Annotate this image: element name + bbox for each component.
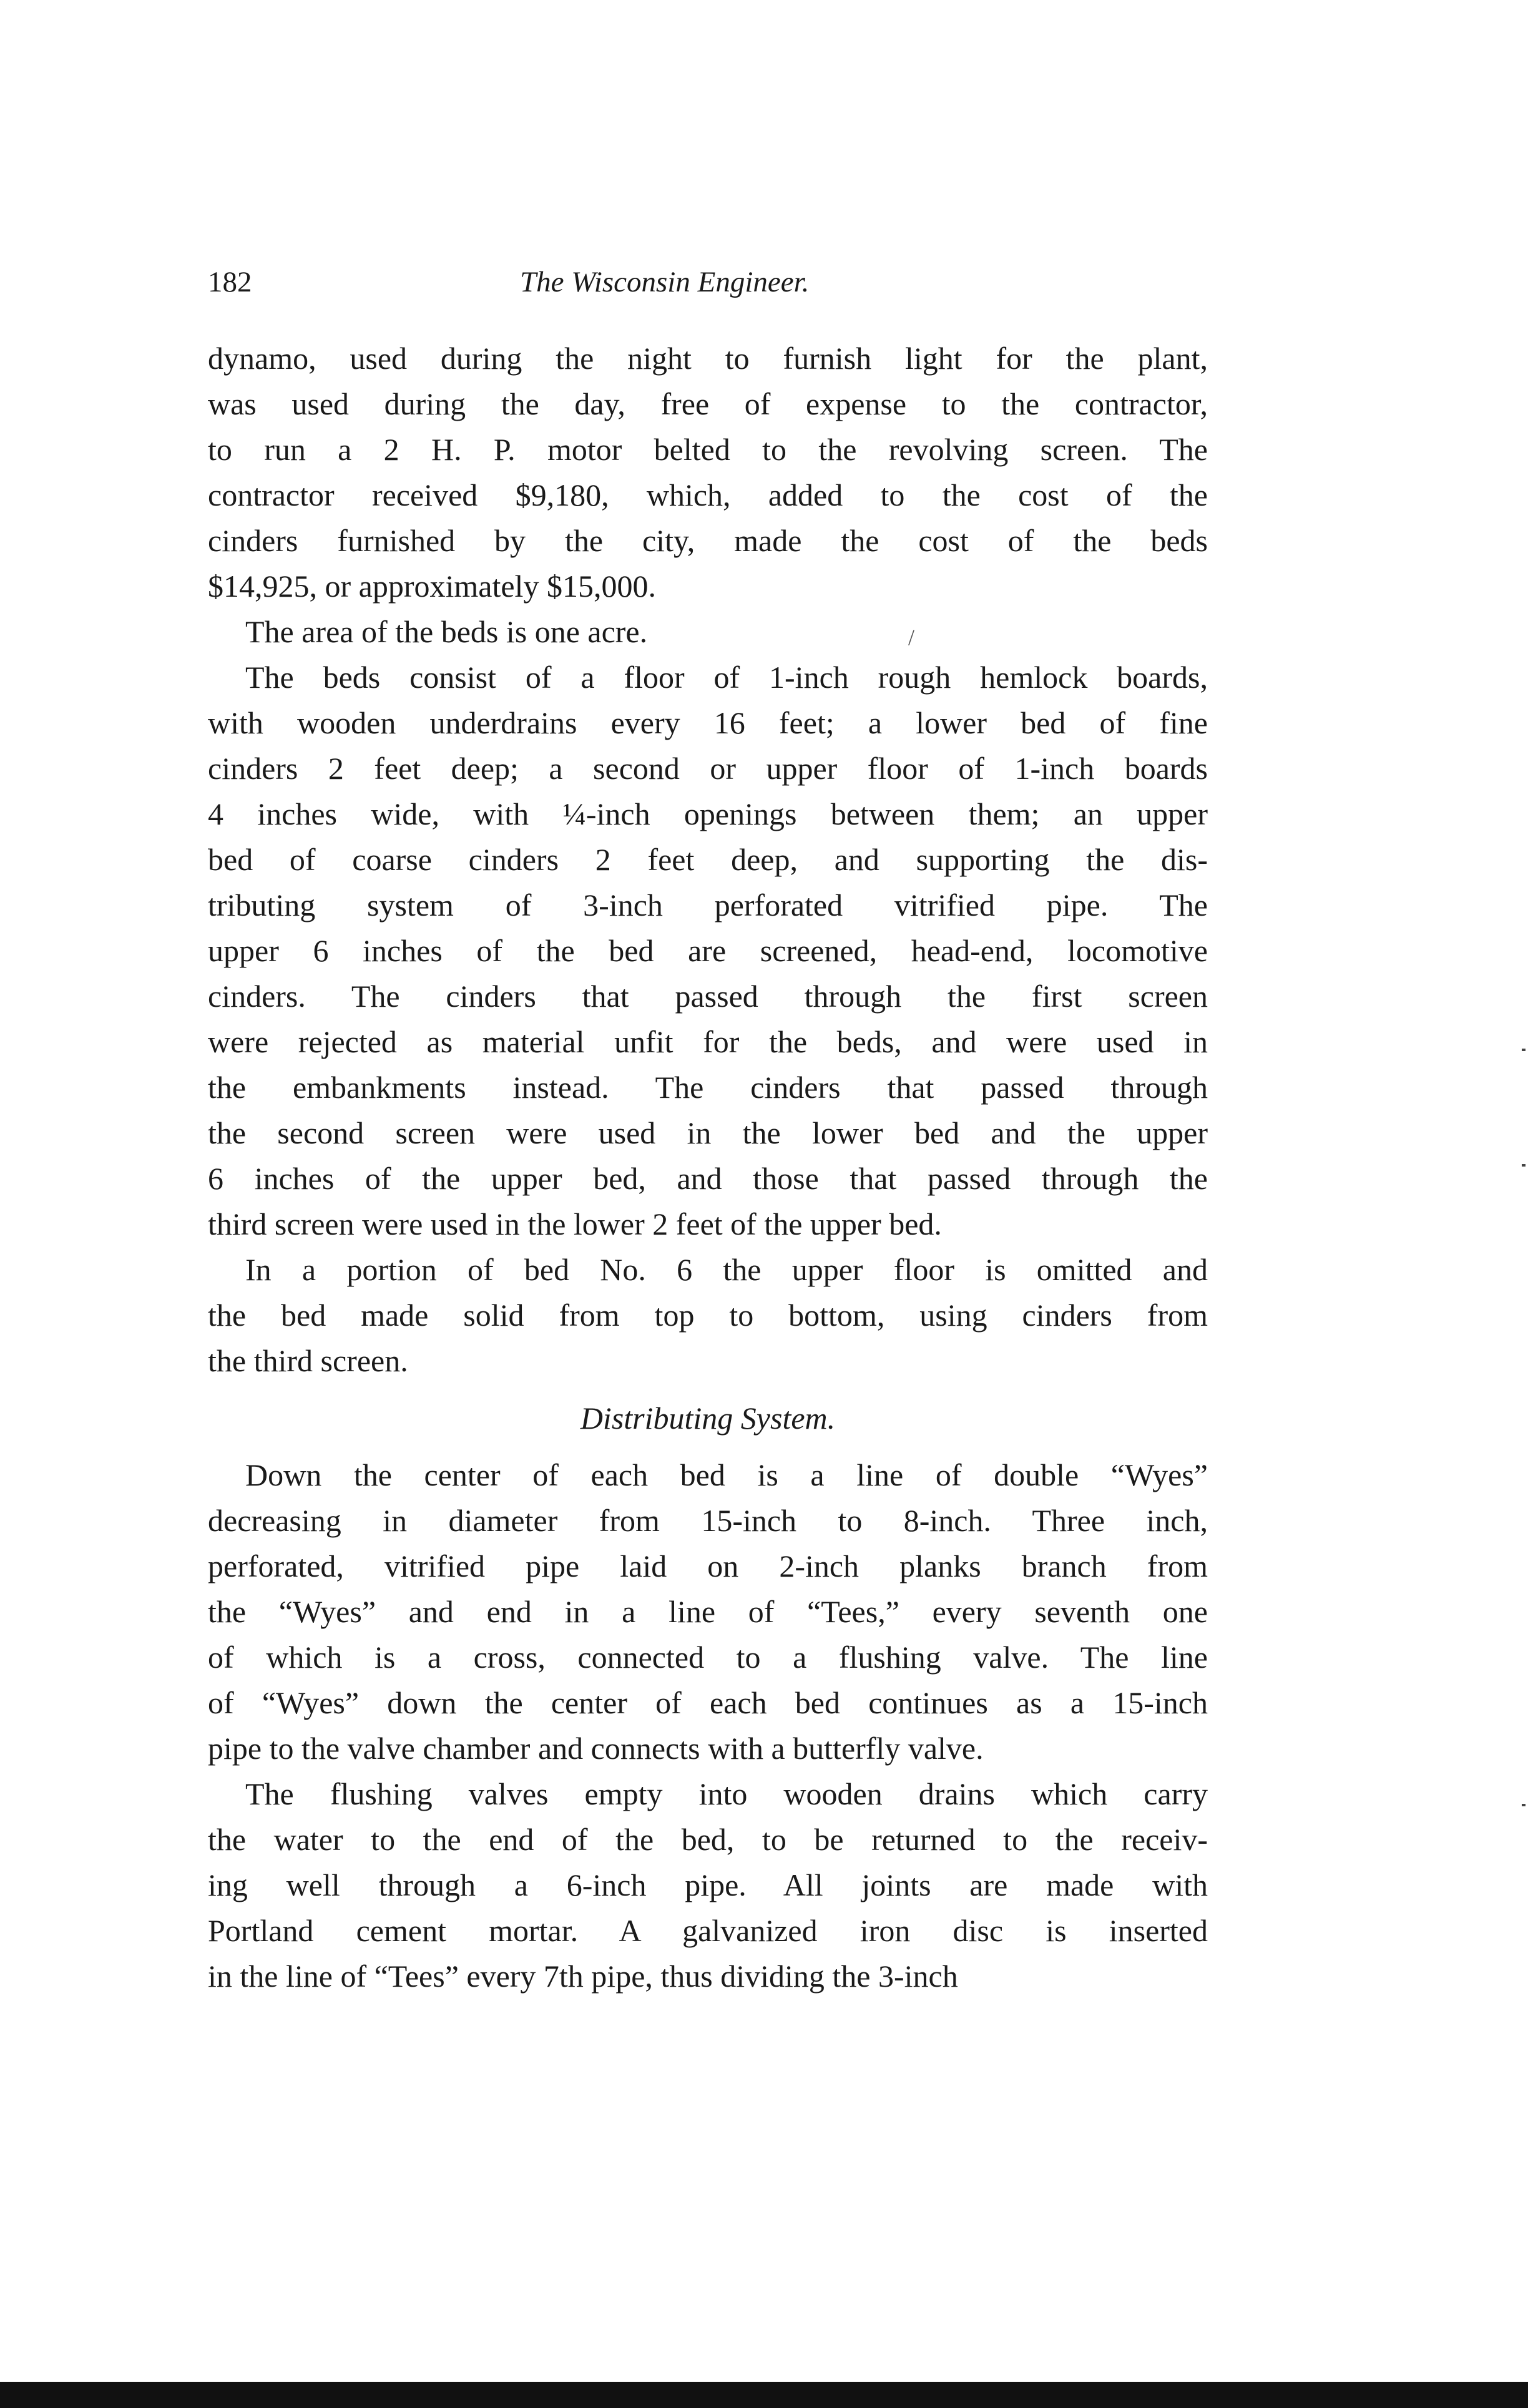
text-line: bed of coarse cinders 2 feet deep, and supporting the dis- [208,842,1208,877]
text-line: Portland cement mortar. A galvanized iron disc is inserted [208,1913,1208,1948]
edge-mark [1522,1164,1526,1167]
text-line: the “Wyes” and end in a line of “Tees,” every seventh one [208,1594,1208,1629]
text-line: were rejected as material unfit for the beds, and were used in [208,1024,1208,1059]
scan-edge-bar [0,2382,1528,2408]
text-line: perforated, vitrified pipe laid on 2-inch planks branch from [208,1549,1208,1583]
edge-mark [1522,1049,1526,1051]
text-line: tributing system of 3-inch perforated vitrified pipe. The [208,888,1208,923]
text-line: with wooden underdrains every 16 feet; a lower bed of fine [208,705,1208,740]
text-line: the third screen. [208,1343,408,1378]
text-line: The beds consist of a floor of 1-inch rough hemlock boards, [245,660,1208,695]
text-line: of “Wyes” down the center of each bed continues as a 15-inch [208,1685,1208,1720]
text-line: the second screen were used in the lower bed and the upper [208,1115,1208,1150]
text-line: The flushing valves empty into wooden drains which carry [245,1776,1208,1811]
text-line: decreasing in diameter from 15-inch to 8-inch. Three inch, [208,1503,1208,1538]
section-heading: Distributing System. [580,1401,836,1436]
text-line: to run a 2 H. P. motor belted to the revolving screen. The [208,432,1208,467]
text-line: third screen were used in the lower 2 feet of the upper bed. [208,1206,942,1241]
text-line: was used during the day, free of expense to the contractor, [208,386,1208,421]
text-line: contractor received $9,180, which, added to the cost of the [208,477,1208,512]
text-line: cinders. The cinders that passed through the first screen [208,979,1208,1014]
text-line: dynamo, used during the night to furnish light for the plant, [208,341,1208,376]
text-line: cinders furnished by the city, made the cost of the beds [208,523,1208,558]
text-line: In a portion of bed No. 6 the upper floor is omitted and [245,1252,1208,1287]
body-text [208,336,1208,1999]
running-header [208,265,1207,309]
stray-pencil-mark: / [908,625,915,650]
text-line: 4 inches wide, with ¼-inch openings between them; an upper [208,796,1208,831]
text-line: cinders 2 feet deep; a second or upper floor of 1-inch boards [208,751,1208,786]
text-line: of which is a cross, connected to a flushing valve. The line [208,1640,1208,1675]
text-line: upper 6 inches of the bed are screened, head-end, locomotive [208,933,1208,968]
page-number: 182 [208,266,252,298]
text-line: the embankments instead. The cinders that passed through [208,1070,1208,1105]
text-line: The area of the beds is one acre. [245,614,648,649]
text-line: the bed made solid from top to bottom, using cinders from [208,1298,1208,1333]
text-line: 6 inches of the upper bed, and those that passed through the [208,1161,1208,1196]
text-line: the water to the end of the bed, to be returned to the receiv- [208,1822,1208,1857]
text-line: Down the center of each bed is a line of double “Wyes” [245,1457,1208,1492]
text-line: in the line of “Tees” every 7th pipe, thus dividing the 3-inch [208,1959,958,1994]
text-line: ing well through a 6-inch pipe. All joints are made with [208,1867,1208,1902]
text-line: $14,925, or approximately $15,000. [208,569,656,604]
running-title: The Wisconsin Engineer. [520,266,810,298]
text-line: pipe to the valve chamber and connects with a butterfly valve. [208,1731,984,1766]
edge-mark [1522,1804,1526,1806]
